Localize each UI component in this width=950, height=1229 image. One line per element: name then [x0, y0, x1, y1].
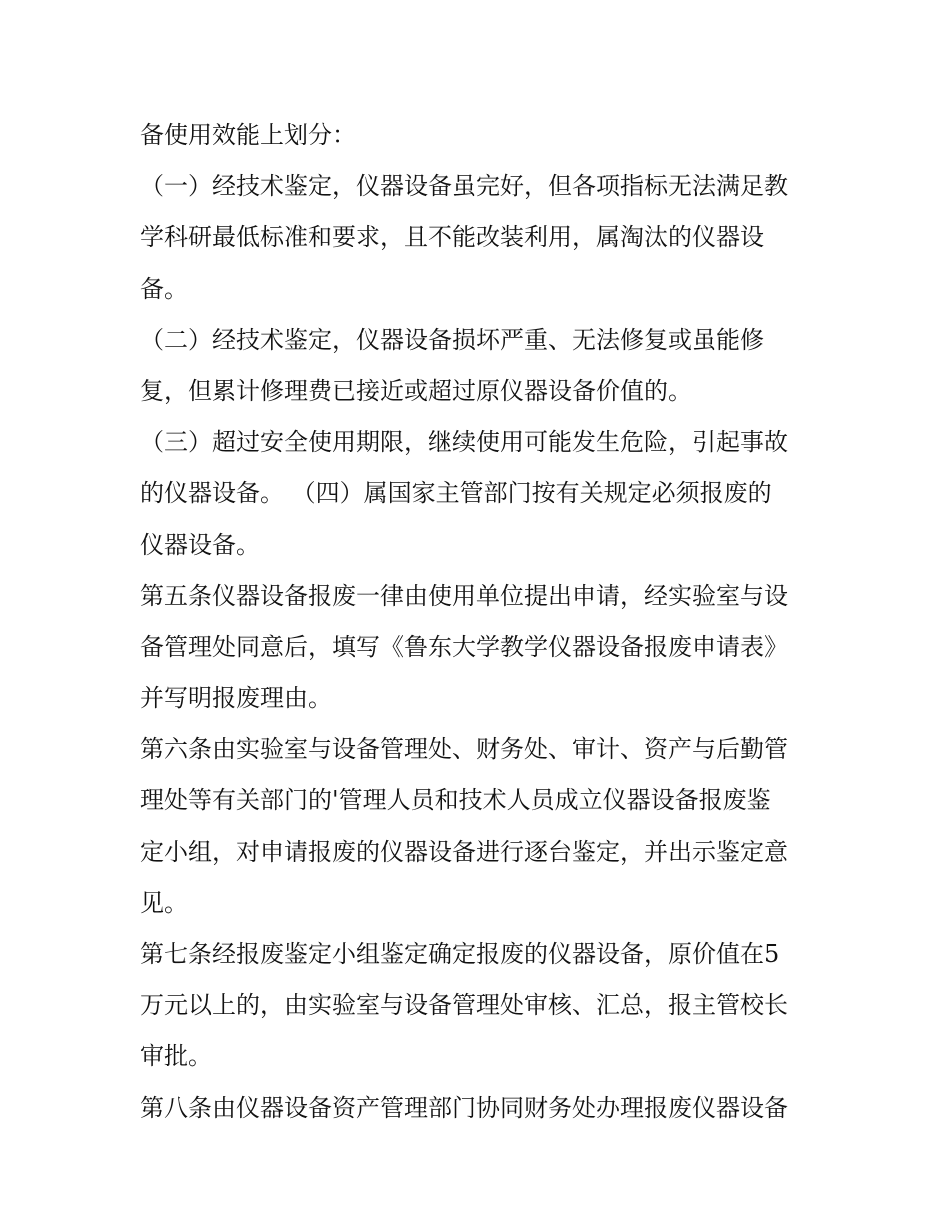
document-body — [140, 110, 820, 1134]
text-line: 第五条仪器设备报废一律由使用单位提出申请，经实验室与设 — [140, 581, 788, 610]
text-line: 见。 — [140, 888, 188, 917]
text-line: 第六条由实验室与设备管理处、财务处、审计、资产与后勤管 — [140, 735, 788, 764]
text-line: 第七条经报废鉴定小组鉴定确定报废的仪器设备，原价值在5 — [140, 940, 780, 968]
text-line: 万元以上的，由实验室与设备管理处审核、汇总，报主管校长 — [140, 991, 788, 1020]
text-line: （二）经技术鉴定，仪器设备损坏严重、无法修复或虽能修 — [140, 325, 764, 354]
text-line: （三）超过安全使用期限，继续使用可能发生危险，引起事故 — [140, 428, 788, 457]
text-line: 备。 — [140, 274, 188, 303]
text-line: 审批。 — [140, 1042, 212, 1071]
text-line: 复，但累计修理费已接近或超过原仪器设备价值的。 — [140, 376, 692, 405]
text-line: （一）经技术鉴定，仪器设备虽完好，但各项指标无法满足教 — [140, 172, 788, 201]
text-line: 定小组，对申请报废的仪器设备进行逐台鉴定，并出示鉴定意 — [140, 837, 788, 866]
text-line: 学科研最低标准和要求，且不能改装利用，属淘汰的仪器设 — [140, 223, 764, 252]
text-line: 的仪器设备。 （四）属国家主管部门按有关规定必须报废的 — [140, 479, 772, 508]
text-line: 理处等有关部门的'管理人员和技术人员成立仪器设备报废鉴 — [140, 786, 771, 815]
text-line: 并写明报废理由。 — [140, 684, 332, 713]
text-line: 备管理处同意后，填写《鲁东大学教学仪器设备报废申请表》 — [140, 632, 788, 661]
text-line: 第八条由仪器设备资产管理部门协同财务处办理报废仪器设备 — [140, 1093, 788, 1122]
text-line: 备使用效能上划分： — [140, 121, 356, 149]
text-line: 仪器设备。 — [140, 530, 260, 559]
